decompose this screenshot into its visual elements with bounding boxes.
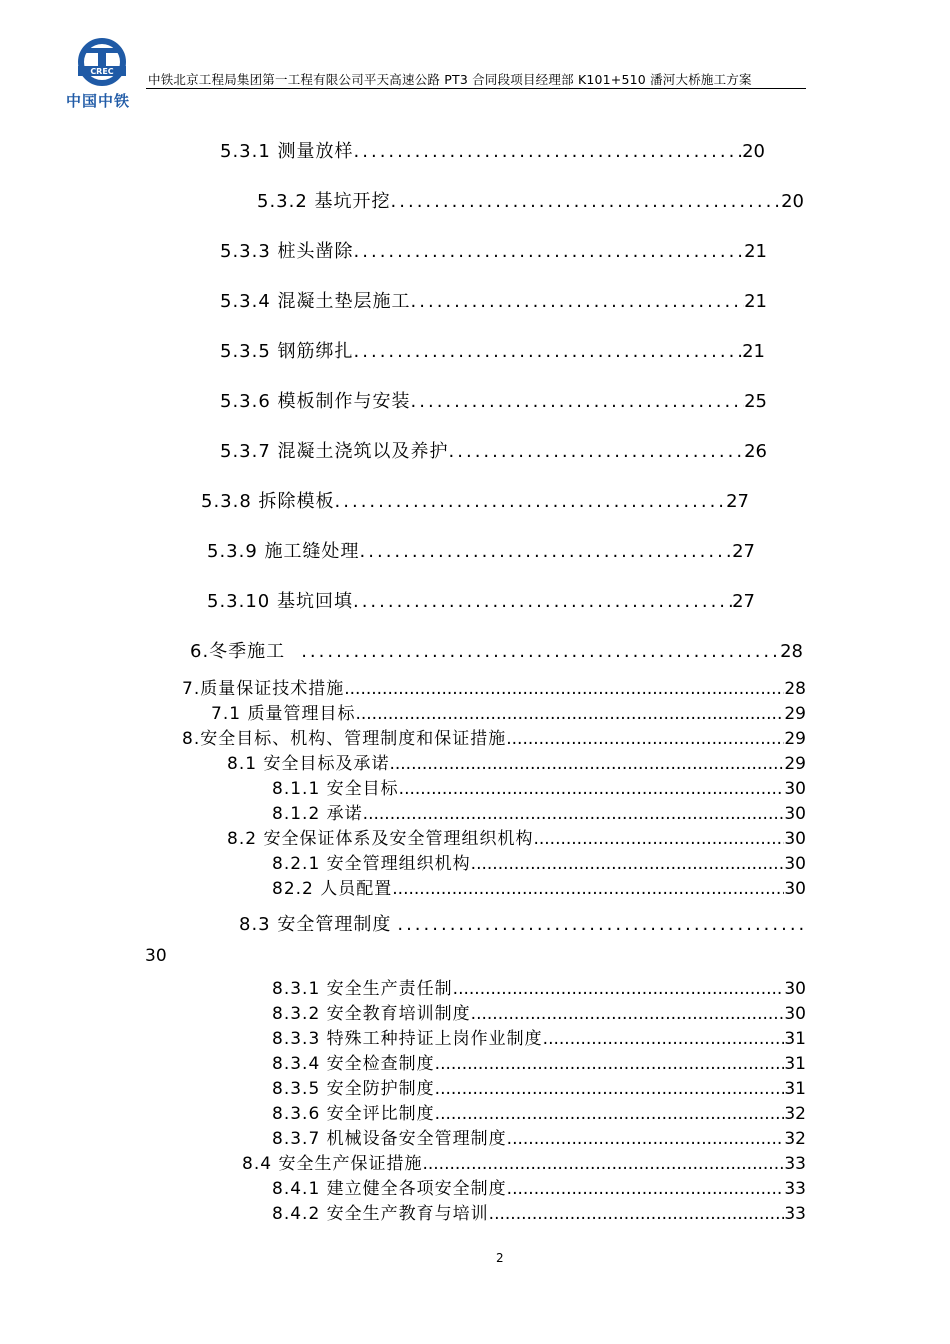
toc-label: 5.3.8 拆除模板 [201, 491, 335, 512]
toc-page: 28 [780, 641, 803, 662]
toc-label: 5.3.5 钢筋绑扎 [220, 341, 354, 362]
toc-entry[interactable] [207, 537, 755, 563]
toc-label: 8.3.2 安全教育培训制度 [272, 1004, 471, 1024]
toc-entry[interactable] [272, 1024, 806, 1049]
toc-entry[interactable] [220, 287, 767, 313]
toc-label: 5.3.10 基坑回填 [207, 591, 353, 612]
toc-entry[interactable] [242, 1149, 806, 1174]
toc-page: 31 [784, 1054, 806, 1074]
toc-entry[interactable] [272, 1074, 806, 1099]
toc-label: 5.3.3 桩头凿除 [220, 241, 354, 262]
toc-page-wrapped: 30 [145, 946, 167, 966]
toc-page: 25 [744, 391, 767, 412]
toc-page: 29 [784, 729, 806, 749]
toc-entry[interactable] [272, 1124, 806, 1149]
toc-label: 8.1.1 安全目标 [272, 779, 399, 799]
toc-label: 5.3.2 基坑开挖 [257, 191, 391, 212]
toc-page: 30 [784, 979, 806, 999]
toc-page: 29 [784, 704, 806, 724]
toc-label: 8.安全目标、机构、管理制度和保证措施 [182, 729, 507, 749]
toc-label: 5.3.9 施工缝处理 [207, 541, 360, 562]
toc-label: 8.1.2 承诺 [272, 804, 363, 824]
toc-page: 30 [784, 1004, 806, 1024]
toc-page: 33 [784, 1154, 806, 1174]
toc-page: 27 [732, 541, 755, 562]
toc-entry[interactable] [182, 724, 806, 749]
toc-page: 27 [732, 591, 755, 612]
toc-label: 5.3.1 测量放样 [220, 141, 354, 162]
toc-page: 21 [744, 241, 767, 262]
toc-page: 31 [784, 1029, 806, 1049]
toc-label: 8.4 安全生产保证措施 [242, 1154, 423, 1174]
logo-mark: CREC [90, 67, 114, 76]
toc-entry[interactable] [272, 974, 806, 999]
toc-entry[interactable] [272, 774, 806, 799]
toc-label: 8.3.5 安全防护制度 [272, 1079, 435, 1099]
toc-entry[interactable] [227, 824, 806, 849]
toc-entry[interactable] [272, 874, 806, 899]
toc-entry[interactable] [272, 1199, 806, 1224]
toc-entry[interactable] [220, 237, 767, 263]
toc-label: 7.质量保证技术措施 [182, 679, 345, 699]
toc-label: 8.2 安全保证体系及安全管理组织机构 [227, 829, 534, 849]
toc-page: 32 [784, 1104, 806, 1124]
toc-page: 20 [742, 141, 765, 162]
toc-label: 5.3.7 混凝土浇筑以及养护 [220, 441, 449, 462]
toc-entry[interactable] [220, 387, 767, 413]
toc-entry[interactable] [272, 1049, 806, 1074]
toc-entry[interactable] [272, 1174, 806, 1199]
toc-page: 21 [742, 341, 765, 362]
toc-page: 30 [784, 829, 806, 849]
toc-page: 32 [784, 1129, 806, 1149]
toc-entry[interactable] [207, 587, 755, 613]
toc-label: 5.3.6 模板制作与安装 [220, 391, 411, 412]
toc-page: 31 [784, 1079, 806, 1099]
toc-page: 29 [784, 754, 806, 774]
toc-page: 30 [784, 804, 806, 824]
toc-label: 8.4.2 安全生产教育与培训 [272, 1204, 489, 1224]
toc-label: 8.3.3 特殊工种持证上岗作业制度 [272, 1029, 543, 1049]
toc-entry[interactable] [272, 1099, 806, 1124]
header-divider [146, 88, 806, 89]
toc-page: 33 [784, 1179, 806, 1199]
toc-entry[interactable] [211, 699, 806, 724]
toc-entry[interactable] [239, 910, 805, 936]
toc-label: 8.3.6 安全评比制度 [272, 1104, 435, 1124]
page-number: 2 [496, 1251, 504, 1265]
toc-label: 8.3.1 安全生产责任制 [272, 979, 453, 999]
toc-page: 30 [784, 779, 806, 799]
toc-entry[interactable] [182, 674, 806, 699]
toc-page: 27 [726, 491, 749, 512]
toc-page: 33 [784, 1204, 806, 1224]
toc-entry[interactable] [220, 337, 765, 363]
toc-label: 8.1 安全目标及承诺 [227, 754, 390, 774]
toc-entry[interactable] [272, 849, 806, 874]
toc-label: 8.3.7 机械设备安全管理制度 [272, 1129, 507, 1149]
toc-page: 30 [784, 879, 806, 899]
toc-entry[interactable] [220, 137, 765, 163]
toc-entry[interactable] [272, 799, 806, 824]
logo-text: 中国中铁 [66, 92, 131, 110]
toc-label: 5.3.4 混凝土垫层施工 [220, 291, 411, 312]
toc-label: 8.4.1 建立健全各项安全制度 [272, 1179, 507, 1199]
toc-label: 8.2.1 安全管理组织机构 [272, 854, 471, 874]
toc-entry[interactable] [201, 487, 749, 513]
toc-label: 8.3.4 安全检查制度 [272, 1054, 435, 1074]
toc-page: 30 [784, 854, 806, 874]
toc-entry[interactable] [257, 187, 804, 213]
toc-entry[interactable] [220, 437, 767, 463]
toc-label: 8.3 安全管理制度 [239, 914, 392, 935]
toc-label: 82.2 人员配置 [272, 879, 393, 899]
toc-page: 26 [744, 441, 767, 462]
toc-page: 20 [781, 191, 804, 212]
toc-page: 28 [784, 679, 806, 699]
toc-label: 6.冬季施工 [190, 641, 286, 662]
toc-entry[interactable] [227, 749, 806, 774]
header-title: 中铁北京工程局集团第一工程有限公司平天高速公路 PT3 合同段项目经理部 K101+510 潘河大桥施工方案 [148, 72, 752, 87]
toc-entry[interactable] [190, 637, 803, 663]
toc-page: 21 [744, 291, 767, 312]
toc-label: 7.1 质量管理目标 [211, 704, 356, 724]
toc-entry[interactable] [272, 999, 806, 1024]
